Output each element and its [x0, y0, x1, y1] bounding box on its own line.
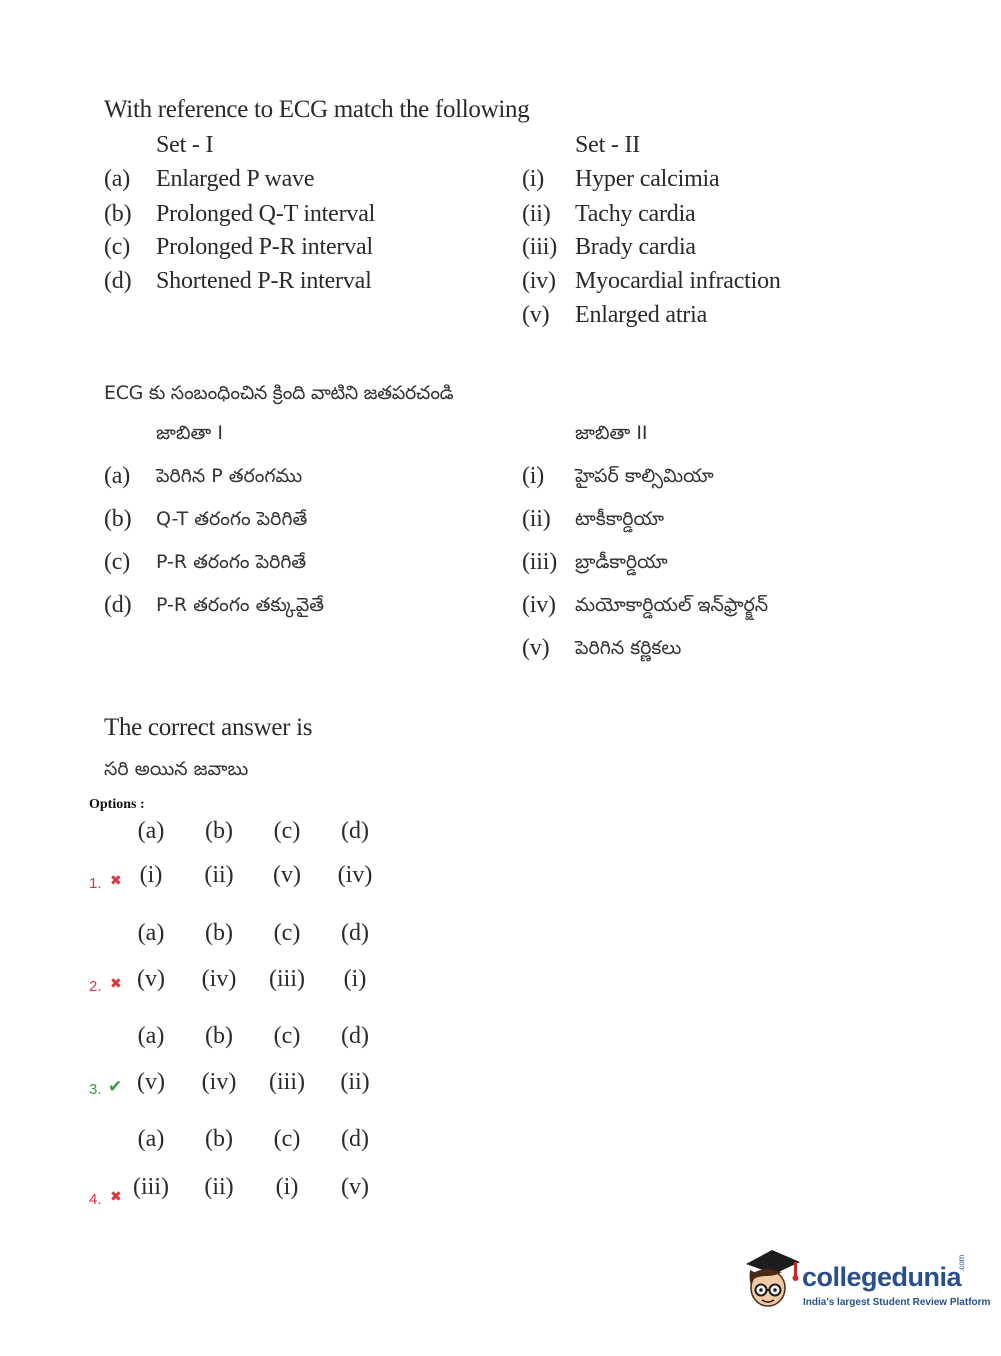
set1-item: పెరిగిన P తరంగము: [156, 465, 303, 487]
option-value-cell: (i): [275, 1174, 299, 1200]
option-value-cell: (iii): [133, 1174, 169, 1200]
option-value-cell: (ii): [204, 1174, 234, 1200]
set2-key: (ii): [522, 506, 551, 532]
option-value-cell: (ii): [340, 1069, 370, 1095]
set1-item: Enlarged P wave: [156, 166, 315, 192]
option-value-cell: (v): [137, 1069, 165, 1095]
brand-suffix: .com: [957, 1254, 966, 1272]
set2-item: టాకీకార్డియా: [575, 508, 665, 530]
option-value-cell: (i): [343, 966, 367, 992]
option-header-cell: (d): [341, 1023, 369, 1049]
option-value-cell: (v): [137, 966, 165, 992]
set2-key: (v): [522, 635, 550, 661]
brand-tagline: India's largest Student Review Platform: [803, 1297, 991, 1308]
option-header-cell: (c): [273, 1126, 301, 1152]
set2-key: (v): [522, 302, 550, 328]
answer-prompt-te: సరి అయిన జవాబు: [104, 758, 249, 780]
set1-item: Shortened P-R interval: [156, 268, 372, 294]
set1-key: (c): [104, 234, 131, 260]
option-header-cell: (b): [205, 1023, 233, 1049]
option-value-cell: (v): [341, 1174, 369, 1200]
option-number: 1.: [89, 875, 102, 892]
set2-item: Brady cardia: [575, 234, 696, 260]
set2-key: (i): [522, 166, 545, 192]
option-header-cell: (c): [273, 818, 301, 844]
option-value-cell: (i): [139, 862, 163, 888]
set1-header-en: Set - I: [156, 132, 214, 158]
set2-item: బ్రాడీకార్డియా: [575, 551, 668, 573]
set1-key: (d): [104, 592, 132, 618]
question-title-en: With reference to ECG match the following: [104, 96, 530, 123]
set2-item: Myocardial infraction: [575, 268, 781, 294]
option-header-cell: (d): [341, 920, 369, 946]
set1-item: Prolonged Q-T interval: [156, 201, 376, 227]
set1-key: (b): [104, 506, 132, 532]
option-header-cell: (a): [137, 920, 165, 946]
option-value-cell: (ii): [204, 862, 234, 888]
option-value-cell: (v): [273, 862, 301, 888]
set2-item: Tachy cardia: [575, 201, 696, 227]
set1-key: (c): [104, 549, 131, 575]
options-label: Options :: [89, 797, 145, 812]
set1-key: (a): [104, 166, 131, 192]
option-value-cell: (iii): [269, 1069, 305, 1095]
set2-key: (iv): [522, 592, 556, 618]
option-header-cell: (a): [137, 1023, 165, 1049]
set1-item: P-R తరంగం తక్కువైతే: [156, 594, 325, 616]
option-header-cell: (c): [273, 920, 301, 946]
brand-name: collegedunia: [802, 1262, 962, 1292]
set2-item: Enlarged atria: [575, 302, 708, 328]
set2-key: (ii): [522, 201, 551, 227]
option-number: 4.: [89, 1191, 102, 1208]
option-value-cell: (iv): [337, 862, 373, 888]
set2-item: హైపర్ కాల్సిమియా: [575, 465, 714, 487]
cross-icon: ✖: [110, 873, 122, 889]
option-header-cell: (d): [341, 1126, 369, 1152]
set2-header-te: జాబితా II: [575, 422, 648, 444]
cross-icon: ✖: [110, 976, 122, 992]
option-value-cell: (iii): [269, 966, 305, 992]
option-header-cell: (b): [205, 920, 233, 946]
set1-header-te: జాబితా I: [156, 422, 223, 444]
check-icon: ✔: [108, 1077, 123, 1097]
option-header-cell: (c): [273, 1023, 301, 1049]
set2-key: (iv): [522, 268, 556, 294]
set2-item: పెరిగిన కర్ణికలు: [575, 637, 682, 659]
set1-key: (d): [104, 268, 132, 294]
mascot-icon: [742, 1246, 802, 1308]
set1-key: (a): [104, 463, 131, 489]
set2-key: (i): [522, 463, 545, 489]
question-title-te: ECG కు సంబంధించిన క్రింది వాటిని జతపరచండి: [104, 382, 454, 404]
set1-item: Q-T తరంగం పెరిగితే: [156, 508, 308, 530]
set1-key: (b): [104, 201, 132, 227]
option-value-cell: (iv): [201, 966, 237, 992]
option-number: 3.: [89, 1081, 102, 1098]
set1-item: P-R తరంగం పెరిగితే: [156, 551, 307, 573]
answer-prompt-en: The correct answer is: [104, 714, 313, 741]
option-header-cell: (a): [137, 1126, 165, 1152]
set2-key: (iii): [522, 549, 557, 575]
option-value-cell: (iv): [201, 1069, 237, 1095]
set2-item: Hyper calcimia: [575, 166, 720, 192]
option-number: 2.: [89, 978, 102, 995]
brand-logo[interactable]: [742, 1246, 991, 1316]
option-header-cell: (d): [341, 818, 369, 844]
set2-key: (iii): [522, 234, 557, 260]
option-header-cell: (a): [137, 818, 165, 844]
set2-header-en: Set - II: [575, 132, 641, 158]
option-header-cell: (b): [205, 1126, 233, 1152]
set2-item: మయోకార్డియల్ ఇన్‌ఫ్రార్క్షన్: [575, 594, 769, 616]
cross-icon: ✖: [110, 1189, 122, 1205]
set1-item: Prolonged P-R interval: [156, 234, 373, 260]
option-header-cell: (b): [205, 818, 233, 844]
